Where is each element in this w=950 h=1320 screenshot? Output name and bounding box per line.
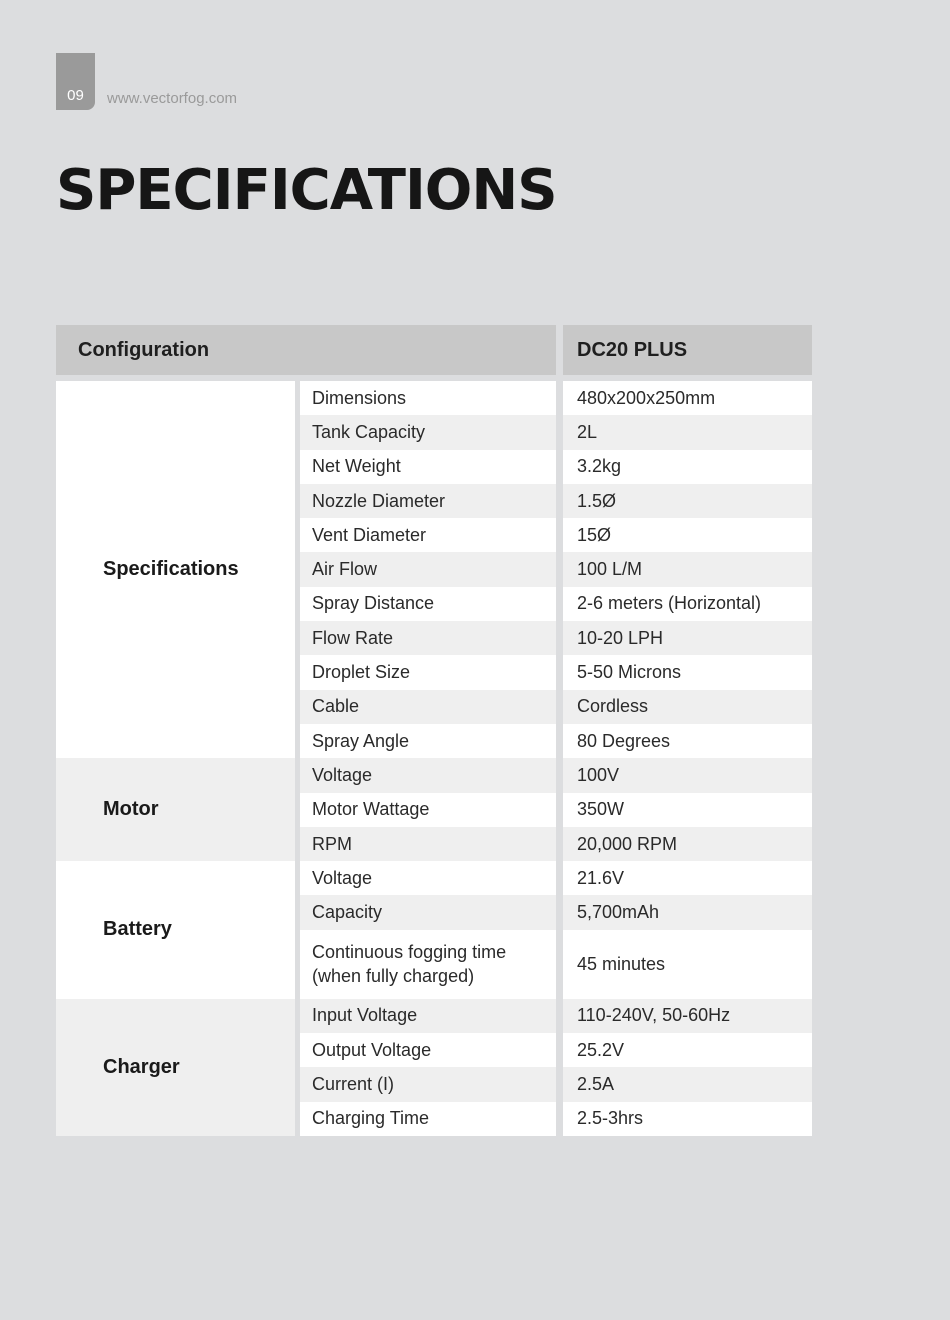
table-row: [300, 484, 812, 518]
spec-value: 3.2kg: [563, 450, 812, 484]
spec-name: Tank Capacity: [300, 415, 556, 449]
spec-value: 5,700mAh: [563, 895, 812, 929]
spec-name: Net Weight: [300, 450, 556, 484]
spec-value: 2.5A: [563, 1067, 812, 1101]
spec-value: 480x200x250mm: [563, 381, 812, 415]
table-row: [300, 415, 812, 449]
spec-name: Spray Angle: [300, 724, 556, 758]
group-charger: [56, 999, 812, 1136]
spec-name: Nozzle Diameter: [300, 484, 556, 518]
spec-name: Air Flow: [300, 552, 556, 586]
table-row: [300, 930, 812, 999]
spec-name-line: (when fully charged): [312, 966, 475, 987]
spec-value: 80 Degrees: [563, 724, 812, 758]
group-label: Specifications: [56, 381, 295, 758]
spec-name-line: Continuous fogging time: [312, 942, 507, 963]
header-configuration: Configuration: [56, 325, 556, 375]
spec-table: [56, 325, 812, 1136]
table-row: [300, 895, 812, 929]
spec-name: RPM: [300, 827, 556, 861]
group-label: Battery: [56, 861, 295, 999]
spec-value: 10-20 LPH: [563, 621, 812, 655]
spec-name: Flow Rate: [300, 621, 556, 655]
spec-name: Cable: [300, 690, 556, 724]
table-row: [300, 1067, 812, 1101]
group-label: Motor: [56, 758, 295, 861]
spec-value: 5-50 Microns: [563, 655, 812, 689]
group-motor: [56, 758, 812, 861]
spec-value: 21.6V: [563, 861, 812, 895]
table-row: [300, 518, 812, 552]
spec-name: Current (I): [300, 1067, 556, 1101]
spec-name: [300, 930, 556, 999]
spec-name: Output Voltage: [300, 1033, 556, 1067]
group-battery: [56, 861, 812, 999]
spec-name: Voltage: [300, 758, 556, 792]
spec-value: 110-240V, 50-60Hz: [563, 999, 812, 1033]
table-row: [300, 758, 812, 792]
table-row: [300, 450, 812, 484]
spec-value: Cordless: [563, 690, 812, 724]
table-row: [300, 793, 812, 827]
spec-value: 350W: [563, 793, 812, 827]
page-number-tab: [56, 53, 95, 110]
spec-value: 100 L/M: [563, 552, 812, 586]
spec-name: Charging Time: [300, 1102, 556, 1136]
spec-value: 100V: [563, 758, 812, 792]
spec-value: 2L: [563, 415, 812, 449]
table-row: [300, 724, 812, 758]
table-row: [300, 1102, 812, 1136]
group-specifications: [56, 381, 812, 758]
table-row: [300, 621, 812, 655]
table-row: [300, 587, 812, 621]
spec-value: 25.2V: [563, 1033, 812, 1067]
table-row: [300, 999, 812, 1033]
website-url: www.vectorfog.com: [107, 90, 238, 107]
spec-name: Input Voltage: [300, 999, 556, 1033]
table-row: [300, 1033, 812, 1067]
spec-name: Motor Wattage: [300, 793, 556, 827]
table-header: [56, 325, 812, 375]
spec-name: Spray Distance: [300, 587, 556, 621]
header-model: DC20 PLUS: [563, 325, 812, 375]
spec-value: 1.5Ø: [563, 484, 812, 518]
spec-value: 20,000 RPM: [563, 827, 812, 861]
table-row: [300, 861, 812, 895]
spec-value: 15Ø: [563, 518, 812, 552]
table-row: [300, 827, 812, 861]
spec-value: 2-6 meters (Horizontal): [563, 587, 812, 621]
table-row: [300, 552, 812, 586]
spec-name: Vent Diameter: [300, 518, 556, 552]
spec-name: Voltage: [300, 861, 556, 895]
table-row: [300, 690, 812, 724]
group-label: Charger: [56, 999, 295, 1136]
spec-name: Capacity: [300, 895, 556, 929]
spec-value: 2.5-3hrs: [563, 1102, 812, 1136]
spec-value: 45 minutes: [563, 930, 812, 999]
table-row: [300, 655, 812, 689]
spec-name: Dimensions: [300, 381, 556, 415]
page-number: 09: [67, 87, 84, 104]
page-title: SPECIFICATIONS: [56, 158, 557, 223]
spec-name: Droplet Size: [300, 655, 556, 689]
table-row: [300, 381, 812, 415]
